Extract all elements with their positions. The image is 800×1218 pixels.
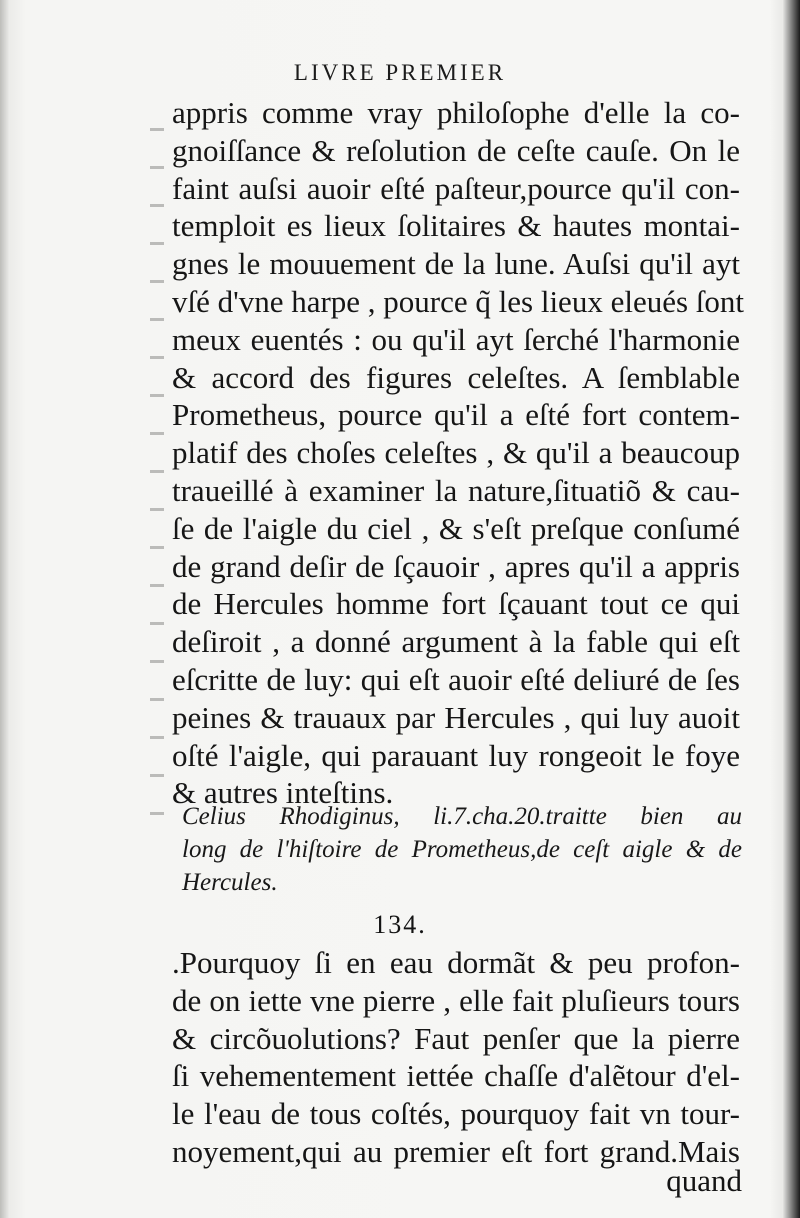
text-line: de grand deſir de ſçauoir , apres qu'il a appris — [172, 548, 740, 584]
note-line: Hercules. — [182, 869, 278, 896]
text-line: .Pourquoy ſi en eau dormãt & peu profon- — [172, 945, 740, 980]
text-line: temploit es lieux ſolitaires & hautes montai- — [172, 208, 740, 244]
page-gutter-shadow — [0, 0, 10, 1218]
note-line: long de l'hiſtoire de Prometheus,de ceſt aigle & de — [182, 836, 742, 863]
text-line: gnes le mouuement de la lune. Auſsi qu'il ayt — [172, 246, 740, 282]
text-line: platif des choſes celeſtes , & qu'il a beaucoup — [172, 435, 740, 471]
text-line: faint auſsi auoir eſté paſteur,pource qu'il con- — [172, 170, 740, 206]
note-line: Celius Rhodiginus, li.7.cha.20.traitte bien au — [182, 803, 742, 830]
page-edge-shadow — [782, 0, 800, 1218]
text-line: de on iette vne pierre , elle fait pluſieurs tours — [172, 982, 740, 1018]
paragraph-1 — [172, 94, 745, 812]
section-number: 134. — [373, 910, 427, 939]
text-line: & accord des figures celeſtes. A ſemblable — [172, 359, 740, 395]
text-line: peines & trauaux par Hercules , qui luy auoit — [172, 699, 740, 735]
text-line: ſi vehementement iettée chaſſe d'alẽtour d'el- — [172, 1058, 740, 1094]
text-line: eſcritte de luy: qui eſt auoir eſté deliuré de ſes — [172, 661, 740, 697]
text-line: noyement,qui au premier eſt fort grand.Mais — [172, 1133, 740, 1169]
paragraph-2 — [172, 944, 740, 1171]
running-head: LIVRE PREMIER — [293, 60, 507, 85]
text-line: de Hercules homme fort ſçauant tout ce qui — [172, 586, 740, 622]
text-line: vſé d'vne harpe , pource q̃ les lieux eleués ſont — [172, 283, 745, 319]
text-line: appris comme vray philoſophe d'elle la co- — [172, 95, 740, 130]
text-line: traueillé à examiner la nature,ſituatiõ & cau- — [172, 472, 740, 508]
text-line: Prometheus, pource qu'il a eſté fort contem- — [172, 397, 740, 433]
text-line: & autres inteſtins. — [172, 775, 394, 811]
text-line: gnoiſſance & reſolution de ceſte cauſe. On le — [172, 132, 740, 168]
catchword: quand — [666, 1163, 742, 1198]
text-line: le l'eau de tous coſtés, pourquoy fait vn tour- — [172, 1096, 740, 1132]
marginal-note — [182, 800, 742, 899]
text-line: oſté l'aigle, qui parauant luy rongeoit le foye — [172, 737, 740, 773]
text-line: ſe de l'aigle du ciel , & s'eſt preſque conſumé — [172, 510, 740, 546]
text-line: & circõuolutions? Faut penſer que la pierre — [172, 1020, 740, 1056]
text-line: meux euentés : ou qu'il ayt ſerché l'harmonie — [172, 321, 740, 357]
margin-marks — [150, 100, 164, 820]
text-line: deſiroit , a donné argument à la fable qui eſt — [172, 624, 740, 660]
